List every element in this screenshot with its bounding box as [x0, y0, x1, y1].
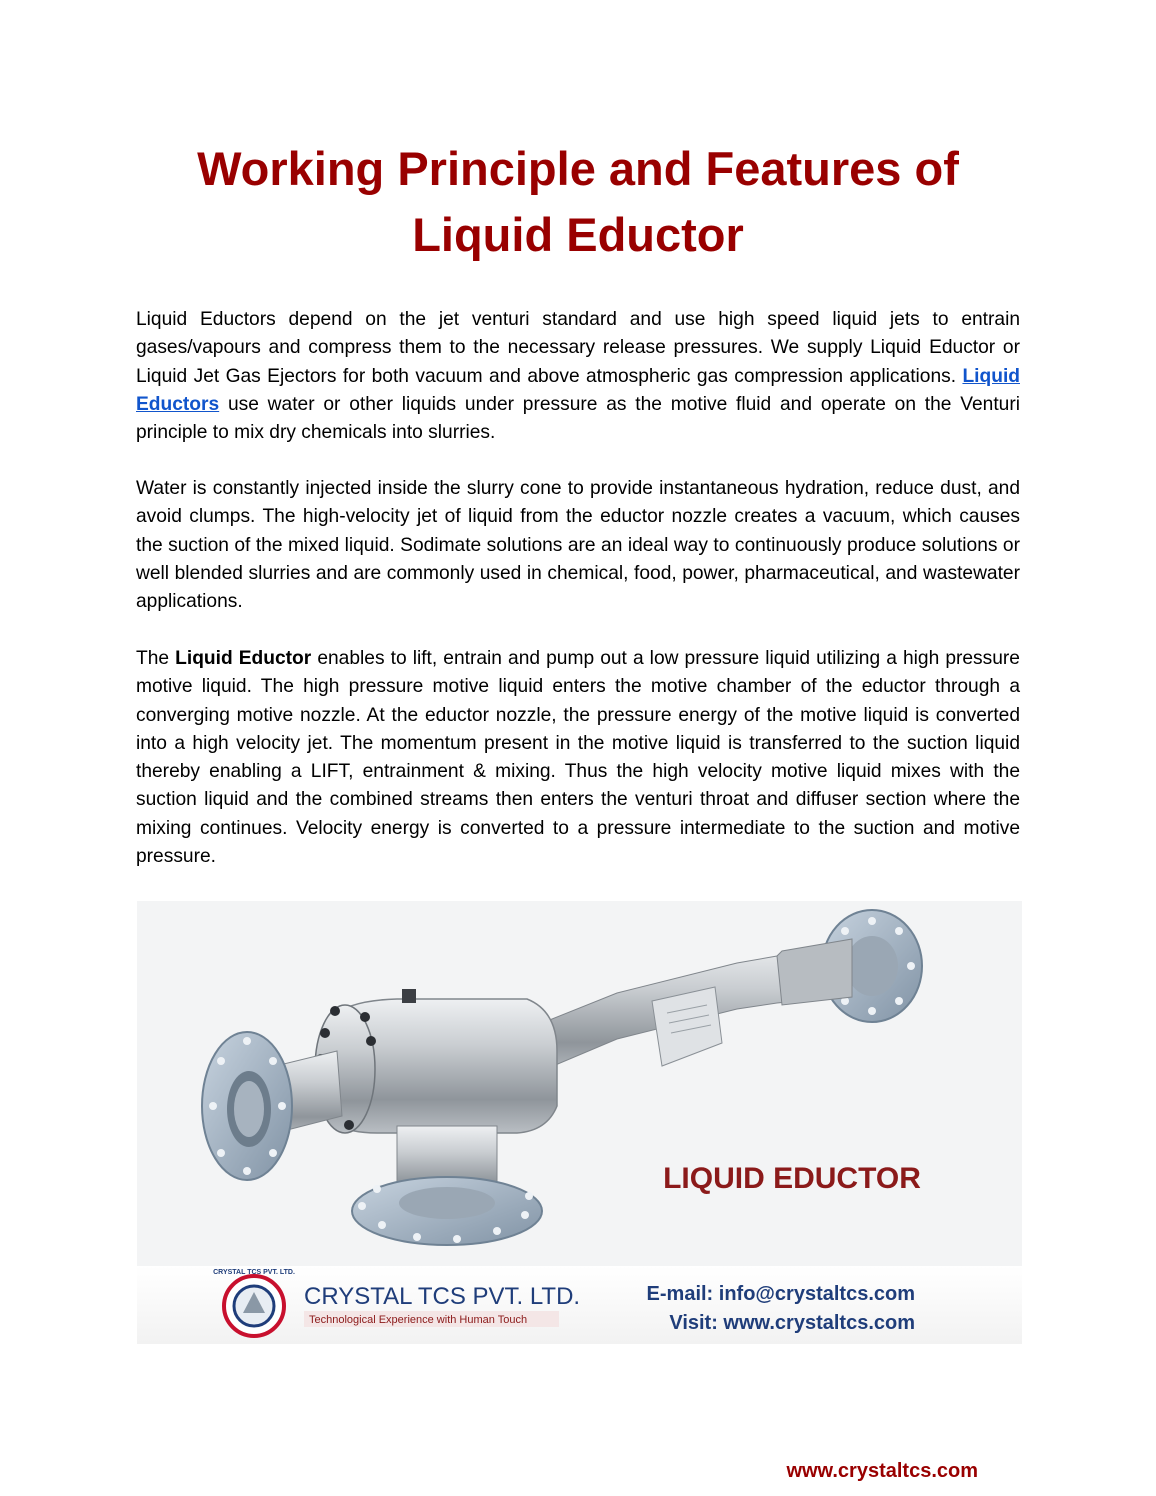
footer-website-link[interactable]: www.crystaltcs.com [786, 1460, 978, 1482]
intro-text-continued: use water or other liquids under pressure as the motive fluid and operate on the Venturi principle to mix dry chemicals into slurries. [136, 393, 1020, 444]
eductor-illustration [137, 901, 1022, 1344]
working-text: enables to lift, entrain and pump out a low pressure liquid utilizing a high pressure motive liquid. The high pressure motive liquid enters the motive chamber of the eductor through a converging motive nozzle. At the eductor nozzle, the pressure energy of the motive liquid is converted into a high velocity jet. The momentum present in the motive liquid is transferred to the suction liquid thereby enabling a LIFT, entrainment & mixing. Thus the high velocity motive liquid mixes with the suction liquid and the combined streams then enters the venturi throat and diffuser section where the mixing continues. Velocity energy is converted to a pressure intermediate to the suction and motive pressure. [136, 648, 1020, 868]
company-tagline: Technological Experience with Human Touch [309, 1314, 528, 1326]
contact-website: Visit: www.crystaltcs.com [669, 1312, 915, 1334]
product-label: LIQUID EDUCTOR [663, 1162, 921, 1195]
suction-flange [352, 1177, 542, 1245]
page-title [120, 136, 1036, 268]
working-lead: The [136, 648, 176, 669]
intro-text: Liquid Eductors depend on the jet venturi standard and use high speed liquid jets to entrain gases/vapours and compress them to the necessary release pressures. We supply Liquid Eductor or Liquid Jet Gas Ejectors for both vacuum and above atmospheric gas compression applications. [136, 309, 1020, 387]
working-bold-term: Liquid Eductor [175, 648, 312, 669]
paragraph-working [136, 645, 1020, 871]
liquid-eductors-link[interactable]: Liquid Eductors [136, 365, 1020, 415]
inlet-flange [202, 1032, 292, 1180]
contact-email: E-mail: info@crystaltcs.com [646, 1283, 915, 1305]
sensor-port [402, 989, 416, 1003]
title-line-1: Working Principle and Features of [197, 142, 959, 195]
paragraph-intro [136, 306, 1020, 447]
company-name: CRYSTAL TCS PVT. LTD. [304, 1283, 581, 1310]
logo-ring-text: CRYSTAL TCS PVT. LTD. [213, 1269, 295, 1276]
title-line-2: Liquid Eductor [412, 208, 744, 261]
eductor-product-image [137, 901, 1022, 1344]
paragraph-water: Water is constantly injected inside the slurry cone to provide instantaneous hydration, reduce dust, and avoid clumps. The high-velocity jet of liquid from the eductor nozzle creates a vacuum, which causes the suction of the mixed liquid. Sodimate solutions are an ideal way to continuously produce solutions or well blended slurries and are commonly used in chemical, food, power, pharmaceutical, and wastewater applications. [136, 478, 1020, 613]
